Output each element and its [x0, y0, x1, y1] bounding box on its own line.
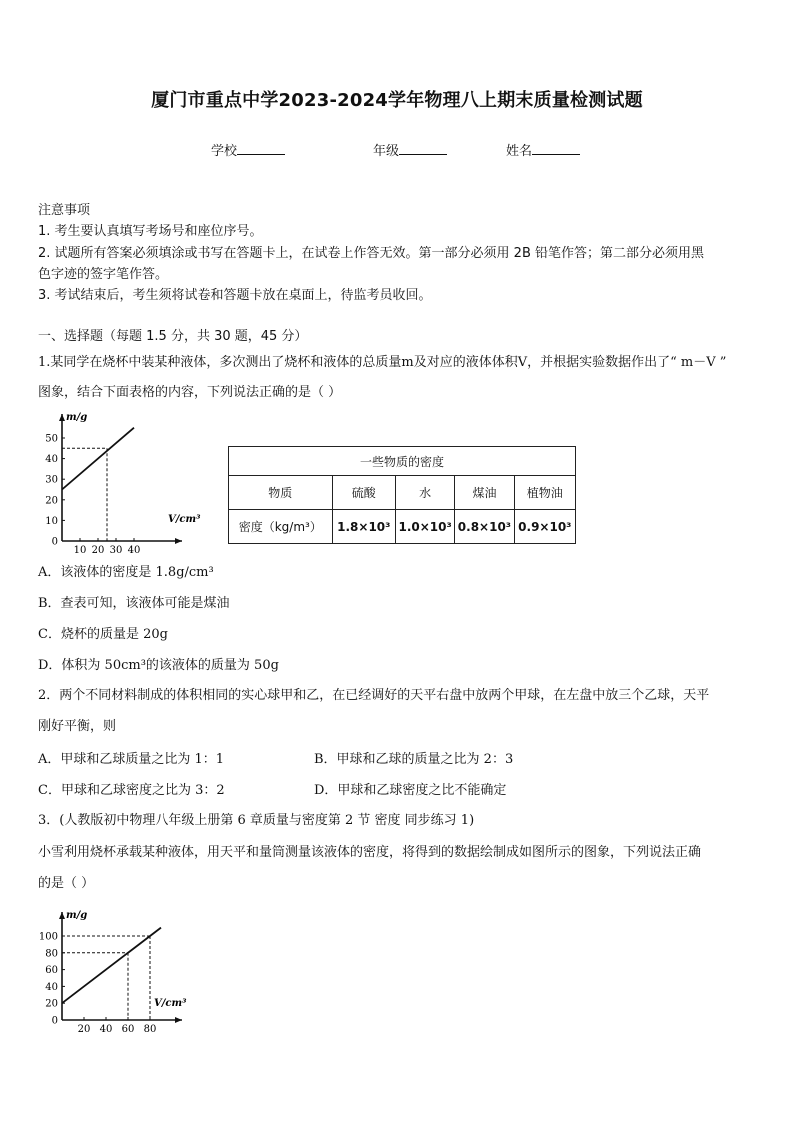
table-cell: 0.8×10³ [455, 510, 514, 544]
q1-graph [36, 408, 206, 556]
y-axis-title: m/g [66, 910, 88, 921]
x-tick-label: 20 [91, 545, 105, 556]
q2-option-b[interactable]: B．甲球和乙球的质量之比为 2：3 [314, 752, 514, 767]
note-item: 色字迹的签字笔作答。 [38, 267, 169, 282]
y-tick-label: 0 [51, 1015, 58, 1027]
table-header-cell: 煤油 [455, 476, 514, 510]
x-tick-label: 30 [109, 545, 123, 556]
q1-stem-cont: 图象，结合下面表格的内容，下列说法正确的是（ ） [38, 385, 342, 400]
q3-stem-cont: 小雪利用烧杯承载某种液体，用天平和量筒测量该液体的密度，将得到的数据绘制成如图所示的图象，下列说法正确 [38, 845, 702, 860]
section-heading: 一、选择题（每题 1.5 分，共 30 题，45 分） [38, 329, 308, 344]
q1-stem: 1.某同学在烧杯中装某种液体，多次测出了烧杯和液体的总质量m及对应的液体体积V，并根据实验数据作出了“ m－V ” [38, 355, 727, 370]
name-blank[interactable] [532, 141, 580, 155]
x-axis-title: V/cm³ [168, 514, 201, 525]
y-tick-label: 10 [45, 515, 58, 527]
table-row-label: 密度（kg/m³） [229, 510, 333, 544]
x-tick-label: 40 [99, 1024, 113, 1034]
table-cell: 1.0×10³ [395, 510, 454, 544]
q2-option-a[interactable]: A．甲球和乙球质量之比为 1：1 [38, 752, 225, 767]
table-header-cell: 硫酸 [332, 476, 395, 510]
data-line [62, 428, 134, 490]
y-tick-label: 40 [45, 981, 58, 993]
table-caption: 一些物质的密度 [229, 447, 576, 476]
x-tick-label: 80 [143, 1024, 157, 1034]
data-line [62, 928, 161, 1004]
x-tick-label: 10 [73, 545, 87, 556]
table-header-cell: 水 [395, 476, 454, 510]
x-tick-label: 60 [121, 1024, 135, 1034]
name-label: 姓名 [506, 144, 533, 159]
q2-option-d[interactable]: D．甲球和乙球密度之比不能确定 [314, 783, 507, 798]
y-tick-label: 0 [51, 536, 58, 548]
y-tick-label: 20 [45, 998, 58, 1010]
notes-heading: 注意事项 [38, 203, 91, 218]
table-cell: 1.8×10³ [332, 510, 395, 544]
q1-option-d[interactable]: D．体积为 50cm³的该液体的质量为 50g [38, 658, 279, 673]
q1-option-c[interactable]: C．烧杯的质量是 20g [38, 627, 168, 642]
q3-stem: 3．(人教版初中物理八年级上册第 6 章质量与密度第 2 节 密度 同步练习 1) [38, 813, 475, 828]
x-axis-title: V/cm³ [154, 998, 187, 1009]
table-header-cell: 物质 [229, 476, 333, 510]
y-tick-label: 60 [45, 965, 58, 977]
q2-option-c[interactable]: C．甲球和乙球密度之比为 3：2 [38, 783, 225, 798]
y-axis-arrow [59, 912, 65, 919]
y-tick-label: 30 [45, 474, 58, 486]
density-table [228, 446, 576, 544]
grade-label: 年级 [373, 144, 400, 159]
y-tick-label: 80 [45, 948, 58, 960]
x-tick-label: 20 [77, 1024, 91, 1034]
note-item: 3. 考试结束后，考生须将试卷和答题卡放在桌面上，待监考员收回。 [38, 288, 432, 303]
grade-field[interactable] [373, 140, 447, 159]
page-title: 厦门市重点中学2023-2024学年物理八上期末质量检测试题 [151, 90, 643, 111]
school-label: 学校 [211, 144, 238, 159]
q2-stem-cont: 刚好平衡，则 [38, 719, 117, 734]
note-item: 2. 试题所有答案必须填涂或书写在答题卡上，在试卷上作答无效。第一部分必须用 2B 铅笔作答；第二部分必须用黑 [38, 246, 704, 261]
x-axis-arrow [175, 538, 182, 544]
q1-option-a[interactable]: A．该液体的密度是 1.8g/cm³ [38, 565, 214, 580]
y-tick-label: 40 [45, 454, 58, 466]
density-table-wrap [228, 446, 576, 544]
x-tick-label: 40 [127, 545, 141, 556]
table-header-cell: 植物油 [514, 476, 575, 510]
q3-stem-cont2: 的是（ ） [38, 876, 95, 891]
school-field[interactable] [211, 140, 285, 159]
y-tick-label: 50 [45, 433, 58, 445]
table-cell: 0.9×10³ [514, 510, 575, 544]
y-axis-arrow [59, 414, 65, 421]
y-tick-label: 100 [38, 931, 58, 943]
school-blank[interactable] [237, 141, 285, 155]
q1-option-b[interactable]: B．查表可知，该液体可能是煤油 [38, 596, 230, 611]
y-axis-title: m/g [66, 412, 88, 423]
y-tick-label: 20 [45, 495, 58, 507]
q2-stem: 2．两个不同材料制成的体积相同的实心球甲和乙，在已经调好的天平右盘中放两个甲球，在左盘中放三个乙球，天平 [38, 688, 710, 703]
grade-blank[interactable] [399, 141, 447, 155]
name-field[interactable] [506, 140, 580, 159]
note-item: 1. 考生要认真填写考场号和座位序号。 [38, 224, 263, 239]
q3-graph [36, 904, 206, 1034]
x-axis-arrow [175, 1017, 182, 1023]
